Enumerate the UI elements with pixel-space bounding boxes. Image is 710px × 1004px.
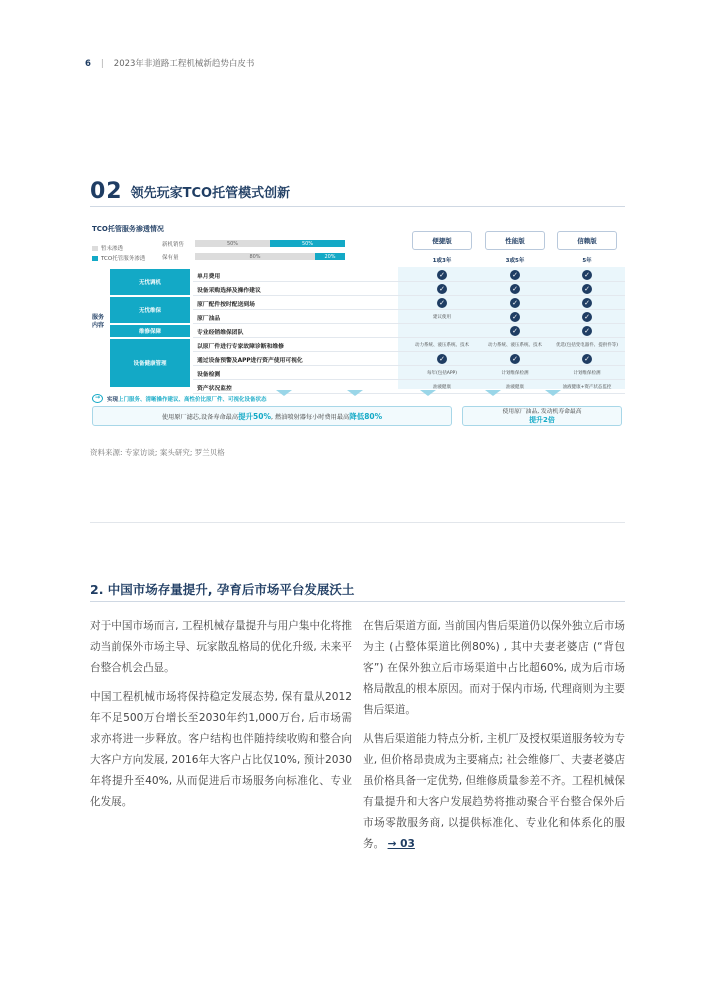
check-icon: ✓: [437, 270, 447, 280]
plan-duration: 5年: [582, 258, 592, 264]
row-divider: [193, 351, 625, 352]
row-divider: [193, 281, 625, 282]
row-divider: [193, 337, 625, 338]
doc-title: 2023年非道路工程机械新趋势白皮书: [113, 59, 255, 69]
section-separator: [90, 522, 625, 523]
benefit-box-oil: [462, 406, 622, 426]
service-row-label: 设备检测: [197, 372, 221, 378]
service-row-label: 以原厂件进行专家故障诊断和维修: [197, 344, 284, 350]
check-icon: ✓: [510, 326, 520, 336]
check-icon: ✓: [437, 284, 447, 294]
check-icon: ✓: [437, 298, 447, 308]
plan-performance: 性能版: [485, 231, 545, 250]
check-icon: ✓: [582, 270, 592, 280]
pointer-triangle: [420, 390, 436, 396]
benefit-box-filter: [92, 406, 452, 426]
service-row-label: 专业经销维保团队: [197, 330, 244, 336]
bar-blue-segment: 20%: [315, 253, 345, 260]
check-icon: ✓: [582, 354, 592, 364]
next-section-link[interactable]: → 03: [387, 838, 415, 850]
paragraph: 在售后渠道方面, 当前国内售后渠道仍以保外独立后市场为主 (占整体渠道比例80%) , 其中夫妻老婆店 (“背包客”) 在保外独立后市场渠道中占比超60%, 成为后市场格局散乱的根本原因。而对于保内市场, 代理商则为主要售后渠道。: [363, 620, 625, 716]
cell-note: 每年(包括APP): [426, 371, 458, 376]
check-icon: ✓: [582, 326, 592, 336]
category-maintenance: 无忧维保: [110, 297, 190, 323]
pointer-triangle: [545, 390, 561, 396]
left-column: [90, 616, 352, 821]
row-divider: [193, 323, 625, 324]
cell-note: 油液健康: [506, 385, 524, 390]
page-number: 6: [85, 59, 91, 69]
paragraph: 对于中国市场而言, 工程机械存量提升与用户集中化将推动当前保外市场主导、玩家散乱格局的优化升级, 未来平台整合机会凸显。: [90, 620, 352, 674]
penetration-label-fleet: 保有量: [162, 255, 179, 261]
plan-duration: 3或5年: [505, 258, 525, 264]
section-number: 02: [90, 179, 123, 204]
penetration-bar-new: [195, 240, 345, 247]
row-divider: [193, 365, 625, 366]
legend-penetrated: [92, 254, 145, 262]
row-divider: [193, 379, 625, 380]
cell-note: 动力系统、液压系统、技术: [488, 343, 542, 348]
box2-line1: 使用原厂油品, 发动机寿命最高: [502, 409, 582, 415]
pointer-triangle: [485, 390, 501, 396]
penetration-bar-fleet: [195, 253, 345, 260]
source-note: 资料来源: 专家访谈; 案头研究; 罗兰贝格: [90, 448, 225, 457]
legend-not-penetrated: [92, 244, 123, 252]
tco-figure: [90, 222, 625, 430]
feature-line: [92, 394, 267, 403]
plan-basic: 便捷版: [412, 231, 472, 250]
check-icon: ✓: [582, 312, 592, 322]
cell-note: 计划维保检测: [501, 371, 529, 376]
legend-label: TCO托管服务渗透: [101, 256, 146, 262]
service-row-label: 通过设备预警及APP进行资产使用可视化: [197, 358, 303, 364]
row-divider: [193, 295, 625, 296]
category-repair: 维修保障: [110, 325, 190, 337]
cell-note: 计划维保检测: [573, 371, 601, 376]
legend-swatch-blue: [92, 256, 98, 261]
service-row-label: 原厂油品: [197, 316, 221, 322]
side-label: 服务内容: [92, 314, 105, 329]
check-icon: ✓: [510, 354, 520, 364]
check-icon: ✓: [510, 312, 520, 322]
cell-note: 动力系统、液压系统、技术: [415, 343, 469, 348]
paragraph: 中国工程机械市场将保持稳定发展态势, 保有量从2012年不足500万台增长至2030年约1,000万台, 后市场需求亦将进一步释放。客户结构也伴随持续收购和整合向大客户方向发展, 2016年大客户占比仅10%, 预计2030年将提升至40%, 从而促进后市场服务向标准化、专业化发展。: [90, 691, 352, 808]
paragraph: [363, 729, 625, 855]
service-row-label: 原厂配件按时配送到场: [197, 302, 255, 308]
box1-text: 使用原厂滤芯,设备寿命最高: [161, 413, 239, 421]
bar-gray-segment: 50%: [195, 240, 270, 247]
category-tuning: 无忧调机: [110, 269, 190, 295]
section2-title: 2. 中国市场存量提升, 孕育后市场平台发展沃土: [90, 582, 355, 597]
pointer-triangle: [347, 390, 363, 396]
box2-line2: 提升2倍: [529, 416, 555, 424]
legend-label: 暂未渗透: [101, 246, 124, 252]
paragraph-text: 从售后渠道能力特点分析, 主机厂及授权渠道服务较为专业, 但价格昂贵成为主要痛点; 社会维修厂、夫妻老婆店虽价格具备一定优势, 但维修质量参差不齐。工程机械保有量提升和大客户发展趋势将推动聚合平台整合保外后市场零散服务商, 以提供标准化、专业化和体系化的服务。: [363, 733, 625, 850]
cell-note: 建议使用: [433, 315, 451, 320]
box1-mid: , 燃油喷射器每小时费用最高: [271, 413, 350, 421]
check-icon: ✓: [437, 354, 447, 364]
cell-note: 优选(包括变电器件、提供件等): [555, 343, 618, 348]
check-icon: ✓: [582, 284, 592, 294]
box1-highlight-2: 降低80%: [349, 411, 383, 421]
category-health: 设备健康管理: [110, 339, 190, 387]
penetration-label-new: 新机销售: [162, 242, 185, 248]
legend-swatch-gray: [92, 246, 98, 251]
service-row-label: 资产状况监控: [197, 386, 232, 392]
box1-highlight-1: 提升50%: [238, 411, 272, 421]
bar-gray-segment: 80%: [195, 253, 315, 260]
check-icon: ✓: [510, 298, 520, 308]
feature-highlight: 上门服务、清晰操作建议、高性价比原厂件、可视化设备状态: [118, 396, 267, 403]
figure-title: TCO托管服务渗透情况: [92, 225, 164, 233]
feature-prefix: 实现: [107, 396, 119, 403]
bar-blue-segment: 50%: [270, 240, 345, 247]
check-icon: ✓: [510, 284, 520, 294]
section-divider: [90, 206, 625, 207]
section-heading: [90, 179, 290, 204]
plan-trust: 信赖版: [557, 231, 617, 250]
section-title: 领先玩家TCO托管模式创新: [130, 186, 291, 201]
right-column: [363, 616, 625, 863]
check-icon: ✓: [582, 298, 592, 308]
header-separator: |: [100, 59, 104, 69]
row-divider: [193, 309, 625, 310]
cell-note: 油液健康: [433, 385, 451, 390]
cell-note: 油液健康+资产状态监控: [562, 385, 612, 390]
check-icon: ✓: [510, 270, 520, 280]
arrow-icon: →: [92, 394, 103, 403]
pointer-triangle: [276, 390, 292, 396]
service-row-label: 单月费用: [197, 274, 221, 280]
plan-duration: 1或3年: [432, 258, 452, 264]
section2-divider: [90, 601, 625, 602]
page-header: [85, 57, 254, 69]
service-row-label: 设备采购选择及操作建议: [197, 288, 261, 294]
